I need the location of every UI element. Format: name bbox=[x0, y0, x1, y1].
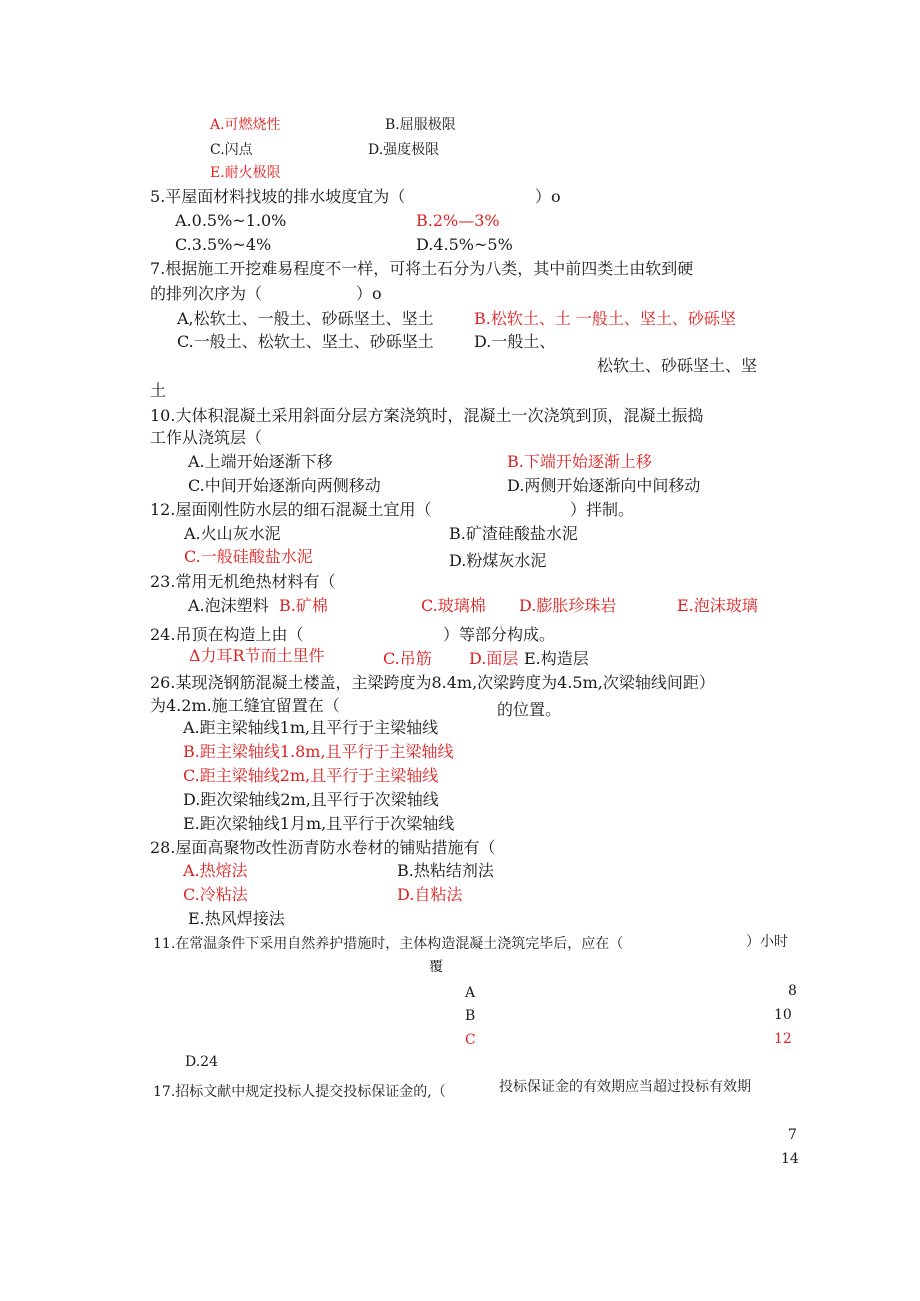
question-11-option-c-value: 12 bbox=[774, 1031, 792, 1047]
question-26-line-2: 为4.2m.施工缝宜留置在（ bbox=[150, 696, 340, 715]
question-12-option-a: A.火山灰水泥 bbox=[184, 524, 281, 543]
question-17-value-1: 7 bbox=[788, 1127, 797, 1143]
question-5-option-c: C.3.5%~4% bbox=[175, 235, 272, 254]
question-11-option-b-letter: B bbox=[465, 1008, 476, 1024]
question-26-option-a: A.距主梁轴线1m,且平行于主梁轴线 bbox=[183, 718, 439, 737]
question-7-option-c: C.一般土、松软土、坚土、砂砾坚土 bbox=[177, 332, 434, 351]
question-11-option-b-value: 10 bbox=[774, 1007, 792, 1023]
option-d: D.强度极限 bbox=[368, 142, 440, 158]
question-11-tail: ）小时 bbox=[746, 934, 788, 950]
question-12-option-b: B.矿渣硅酸盐水泥 bbox=[449, 524, 578, 543]
question-28-option-d: D.自粘法 bbox=[397, 885, 463, 904]
question-7-option-d: D.一般土、 bbox=[474, 332, 556, 351]
question-26-option-e: E.距次梁轴线1月m,且平行于次梁轴线 bbox=[183, 814, 455, 833]
question-28-option-c: C.冷粘法 bbox=[183, 885, 248, 904]
option-e: E.耐火极限 bbox=[210, 165, 281, 181]
question-5-option-b: B.2%—3% bbox=[416, 211, 500, 230]
question-10-option-a: A.上端开始逐渐下移 bbox=[188, 452, 333, 471]
question-24-option-d: D.面层 bbox=[469, 649, 519, 668]
question-7-tail: ）o bbox=[356, 284, 382, 303]
question-26-option-c: C.距主梁轴线2m,且平行于主梁轴线 bbox=[183, 766, 439, 785]
question-7-line-2: 的排列次序为（ bbox=[150, 284, 263, 303]
question-24-option-e: E.构造层 bbox=[524, 649, 589, 668]
question-10-line-2: 工作从浇筑层（ bbox=[150, 428, 263, 447]
question-11-sub: 覆 bbox=[429, 959, 443, 975]
question-23-option-a: A.泡沫塑料 bbox=[188, 596, 269, 615]
question-10-option-c: C.中间开始逐渐向两侧移动 bbox=[188, 476, 381, 495]
question-12-stem: 12.屋面刚性防水层的细石混凝土宜用（ bbox=[150, 500, 432, 519]
question-7-line-1: 7.根据施工开挖难易程度不一样，可将土石分为八类，其中前四类土由软到硬 bbox=[150, 259, 694, 278]
option-c: C.闪点 bbox=[210, 142, 253, 158]
question-28-stem: 28.屋面高聚物改性沥青防水卷材的铺贴措施有（ bbox=[150, 838, 496, 857]
question-28-option-a: A.热熔法 bbox=[183, 861, 248, 880]
question-11-option-c-letter: C bbox=[465, 1032, 476, 1048]
question-23-option-e: E.泡沫玻璃 bbox=[677, 596, 758, 615]
question-23-option-d: D.膨胀珍珠岩 bbox=[519, 596, 617, 615]
question-5-option-d: D.4.5%~5% bbox=[416, 235, 513, 254]
question-23-option-b: B.矿棉 bbox=[279, 596, 328, 615]
question-7-option-b: B.松软土、土 一般土、坚土、砂砾坚 bbox=[474, 309, 736, 328]
question-17-stem: 17.招标文献中规定投标人提交投标保证金的,（ bbox=[153, 1084, 446, 1100]
question-26-tail: 的位置。 bbox=[497, 700, 562, 719]
question-10-option-d: D.两侧开始逐渐向中间移动 bbox=[507, 476, 701, 495]
question-12-tail: ）拌制。 bbox=[570, 500, 635, 519]
question-7-wrap: 土 bbox=[150, 381, 167, 400]
question-11-option-a-value: 8 bbox=[788, 983, 797, 999]
question-5-tail: ）o bbox=[535, 187, 561, 206]
question-26-option-d: D.距次梁轴线2m,且平行于次梁轴线 bbox=[183, 790, 439, 809]
question-7-option-d-cont: 松软土、砂砾坚土、坚 bbox=[597, 356, 758, 375]
question-24-stem: 24.吊顶在构造上由（ bbox=[150, 625, 304, 644]
option-b: B.屈服极限 bbox=[385, 117, 456, 133]
question-5-stem: 5.平屋面材料找坡的排水坡度宜为（ bbox=[150, 187, 406, 206]
question-28-option-e: E.热风焊接法 bbox=[188, 909, 285, 928]
question-17-tail: 投标保证金的有效期应当超过投标有效期 bbox=[499, 1079, 751, 1095]
question-26-option-b: B.距主梁轴线1.8m,且平行于主梁轴线 bbox=[183, 742, 454, 761]
question-11-stem: 11.在常温条件下采用自然养护措施时，主体构造混凝土浇筑完毕后，应在（ bbox=[153, 936, 624, 952]
question-24-option-a: Δ力耳R节而土里件 bbox=[189, 646, 325, 665]
question-24-option-c: C.吊筋 bbox=[383, 649, 432, 668]
question-11-option-d: D.24 bbox=[185, 1054, 218, 1070]
question-24-tail: ）等部分构成。 bbox=[443, 625, 556, 644]
question-17-value-2: 14 bbox=[781, 1151, 799, 1167]
question-7-option-a: A,松软土、一般土、砂砾坚土、坚土 bbox=[177, 309, 434, 328]
option-a: A.可燃烧性 bbox=[210, 117, 281, 133]
question-12-option-d: D.粉煤灰水泥 bbox=[449, 551, 547, 570]
question-12-option-c: C.一般硅酸盐水泥 bbox=[184, 547, 313, 566]
question-26-line-1: 26.某现浇钢筋混凝土楼盖，主梁跨度为8.4m,次梁跨度为4.5m,次梁轴线间距） bbox=[150, 673, 715, 692]
question-23-stem: 23.常用无机绝热材料有（ bbox=[150, 572, 336, 591]
question-10-line-1: 10.大体积混凝土采用斜面分层方案浇筑时，混凝土一次浇筑到顶，混凝土振捣 bbox=[150, 406, 704, 425]
question-23-option-c: C.玻璃棉 bbox=[421, 596, 486, 615]
question-10-option-b: B.下端开始逐渐上移 bbox=[507, 452, 652, 471]
question-28-option-b: B.热粘结剂法 bbox=[397, 861, 494, 880]
question-11-option-a-letter: A bbox=[465, 985, 476, 1001]
question-5-option-a: A.0.5%~1.0% bbox=[175, 211, 287, 230]
